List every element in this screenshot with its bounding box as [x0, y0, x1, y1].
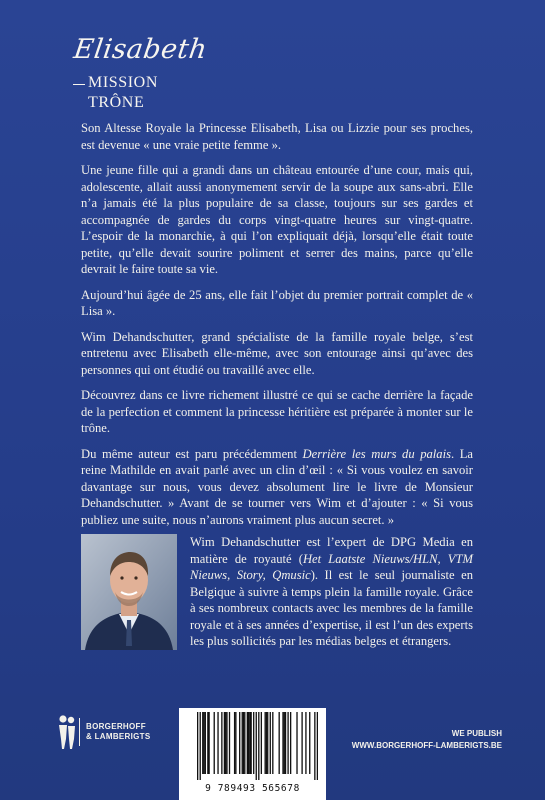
publisher-website: WWW.BORGERHOFF-LAMBERIGTS.BE [351, 741, 502, 750]
barcode-bar [266, 712, 267, 774]
barcode-bar [203, 712, 204, 774]
logo-subtitle-line1: MISSION [88, 74, 158, 91]
barcode-bar [305, 712, 306, 774]
barcode-bar [258, 712, 259, 780]
barcode-bar [253, 712, 254, 774]
blurb-paragraph-2: Une jeune fille qui a grandi dans un château entourée d’une cour, mais qui, adolescente, allait aussi anonymement servir de la soupe aux sans-abri. Elle n’a jamais été la plus populaire de sa classe, toujours sur ses gardes et accompagnée de gardes du corps vingt-quatre heures sur vingt-quatre. L’espoir de la monarchie, à qui l’on expliquait déjà, lorsqu’elle était toute petite, qu’elle devait sourire poliment et serrer des mains, parce qu’elle devrait le faire toute sa vie. [81, 163, 473, 276]
barcode-bar [309, 712, 310, 774]
previous-book-rest: . La reine Mathilde en avait parlé avec un clin d’œil : « Si vous voulez en savoir davantage sur nous, vous devez absolument lire le livre de Monsieur Dehandschutter. » Avant de se tourner vers Wim et d’ajouter : « Si vous publiez une suite, nous n’aurons vraiment plus aucun secret. » [81, 446, 473, 527]
barcode-bar [243, 712, 244, 774]
blurb-paragraph-4: Wim Dehandschutter, grand spécialiste de la famille royale belge, s’est entretenu avec Elisabeth elle-même, avec son entourage ainsi qu’avec des personnes qui ont étudié ou travaillé avec elle. [81, 329, 473, 377]
isbn-barcode [187, 712, 318, 780]
blurb-paragraph-3: Aujourd’hui âgée de 25 ans, elle fait l’objet du premier portrait complet de « Lisa ». [81, 287, 473, 318]
isbn-number: 9 789493 565678 [205, 783, 300, 794]
blurb-paragraph-1: Son Altesse Royale la Princesse Elisabeth, Lisa ou Lizzie pour ses proches, est devenue « une vraie petite femme ». [81, 121, 473, 152]
barcode-bar [250, 712, 251, 774]
barcode-bar [285, 712, 286, 774]
previous-book-lead: Du même auteur est paru précédemment [81, 446, 303, 461]
publisher-tagline [336, 728, 502, 752]
publisher-logo [56, 713, 176, 753]
barcode-bar [244, 712, 245, 774]
author-bio-part1: Wim Dehandschutter est l’expert de DPG Media en matière de royauté ( [190, 535, 473, 566]
logo-subtitle-line2: TRÔNE [88, 94, 145, 111]
barcode-bar [256, 712, 257, 780]
logo-dash [73, 84, 85, 85]
barcode-bar [200, 712, 201, 780]
author-section [81, 534, 473, 664]
author-portrait-illustration [81, 534, 177, 650]
barcode-bar [296, 712, 297, 774]
blurb-paragraph-6 [81, 446, 473, 529]
barcode-bar [314, 712, 315, 780]
barcode-bar [267, 712, 268, 774]
publisher-emblem-icon [56, 713, 78, 751]
barcode-bar [234, 712, 235, 774]
barcode-bar [249, 712, 250, 774]
author-bio [190, 534, 473, 650]
barcode-bar [261, 712, 262, 774]
barcode-area [179, 708, 326, 800]
barcode-bar [221, 712, 222, 774]
barcode-bar [279, 712, 280, 774]
publisher-divider [79, 718, 80, 746]
barcode-bar [239, 712, 240, 774]
blurb [81, 120, 473, 537]
barcode-bar [202, 712, 203, 774]
barcode-bar [282, 712, 283, 774]
barcode-bar [207, 712, 208, 774]
barcode-bar [197, 712, 198, 780]
publisher-name-line1: BORGERHOFF [86, 722, 146, 731]
barcode-bar [270, 712, 271, 774]
previous-book-title: Derrière les murs du palais [302, 446, 451, 461]
barcode-bar [301, 712, 302, 774]
author-bio-media: Het Laatste Nieuws/HLN, VTM Nieuws, Story, Qmusic [190, 551, 473, 582]
barcode-bar [225, 712, 226, 774]
barcode-bar [248, 712, 249, 774]
barcode-bar [214, 712, 215, 774]
publisher-slogan: WE PUBLISH [451, 729, 502, 738]
barcode-bar [229, 712, 230, 774]
barcode-bar [247, 712, 248, 774]
barcode-bar [242, 712, 243, 774]
title-logo [70, 34, 220, 114]
blurb-paragraph-5: Découvrez dans ce livre richement illustré ce qui se cache derrière la façade de la perfection et comment la princesse héritière est préparée à monter sur le trône. [81, 388, 473, 435]
barcode-bar [205, 712, 206, 774]
barcode-bar [208, 712, 209, 774]
barcode-bar [265, 712, 266, 774]
barcode-bar [226, 712, 227, 774]
logo-script-title: Elisabeth [71, 34, 210, 65]
barcode-bar [235, 712, 236, 774]
barcode-bar [272, 712, 273, 774]
barcode-bar [224, 712, 225, 774]
barcode-bar [284, 712, 285, 774]
barcode-bar [317, 712, 318, 780]
barcode-bar [290, 712, 291, 774]
author-bio-part2: ). Il est le seul journaliste en Belgique à suivre à temps plein la famille royale. Grâce à ses nombreux contacts avec les membres de la famille royale et à ses années d’expertise, il est l’un des experts les plus sollicités par les médias belges et étrangers. [190, 568, 473, 648]
publisher-name [86, 722, 151, 742]
author-photo [81, 534, 177, 650]
barcode-bar [217, 712, 218, 774]
barcode-bar [287, 712, 288, 774]
publisher-name-line2: & LAMBERIGTS [86, 732, 151, 741]
